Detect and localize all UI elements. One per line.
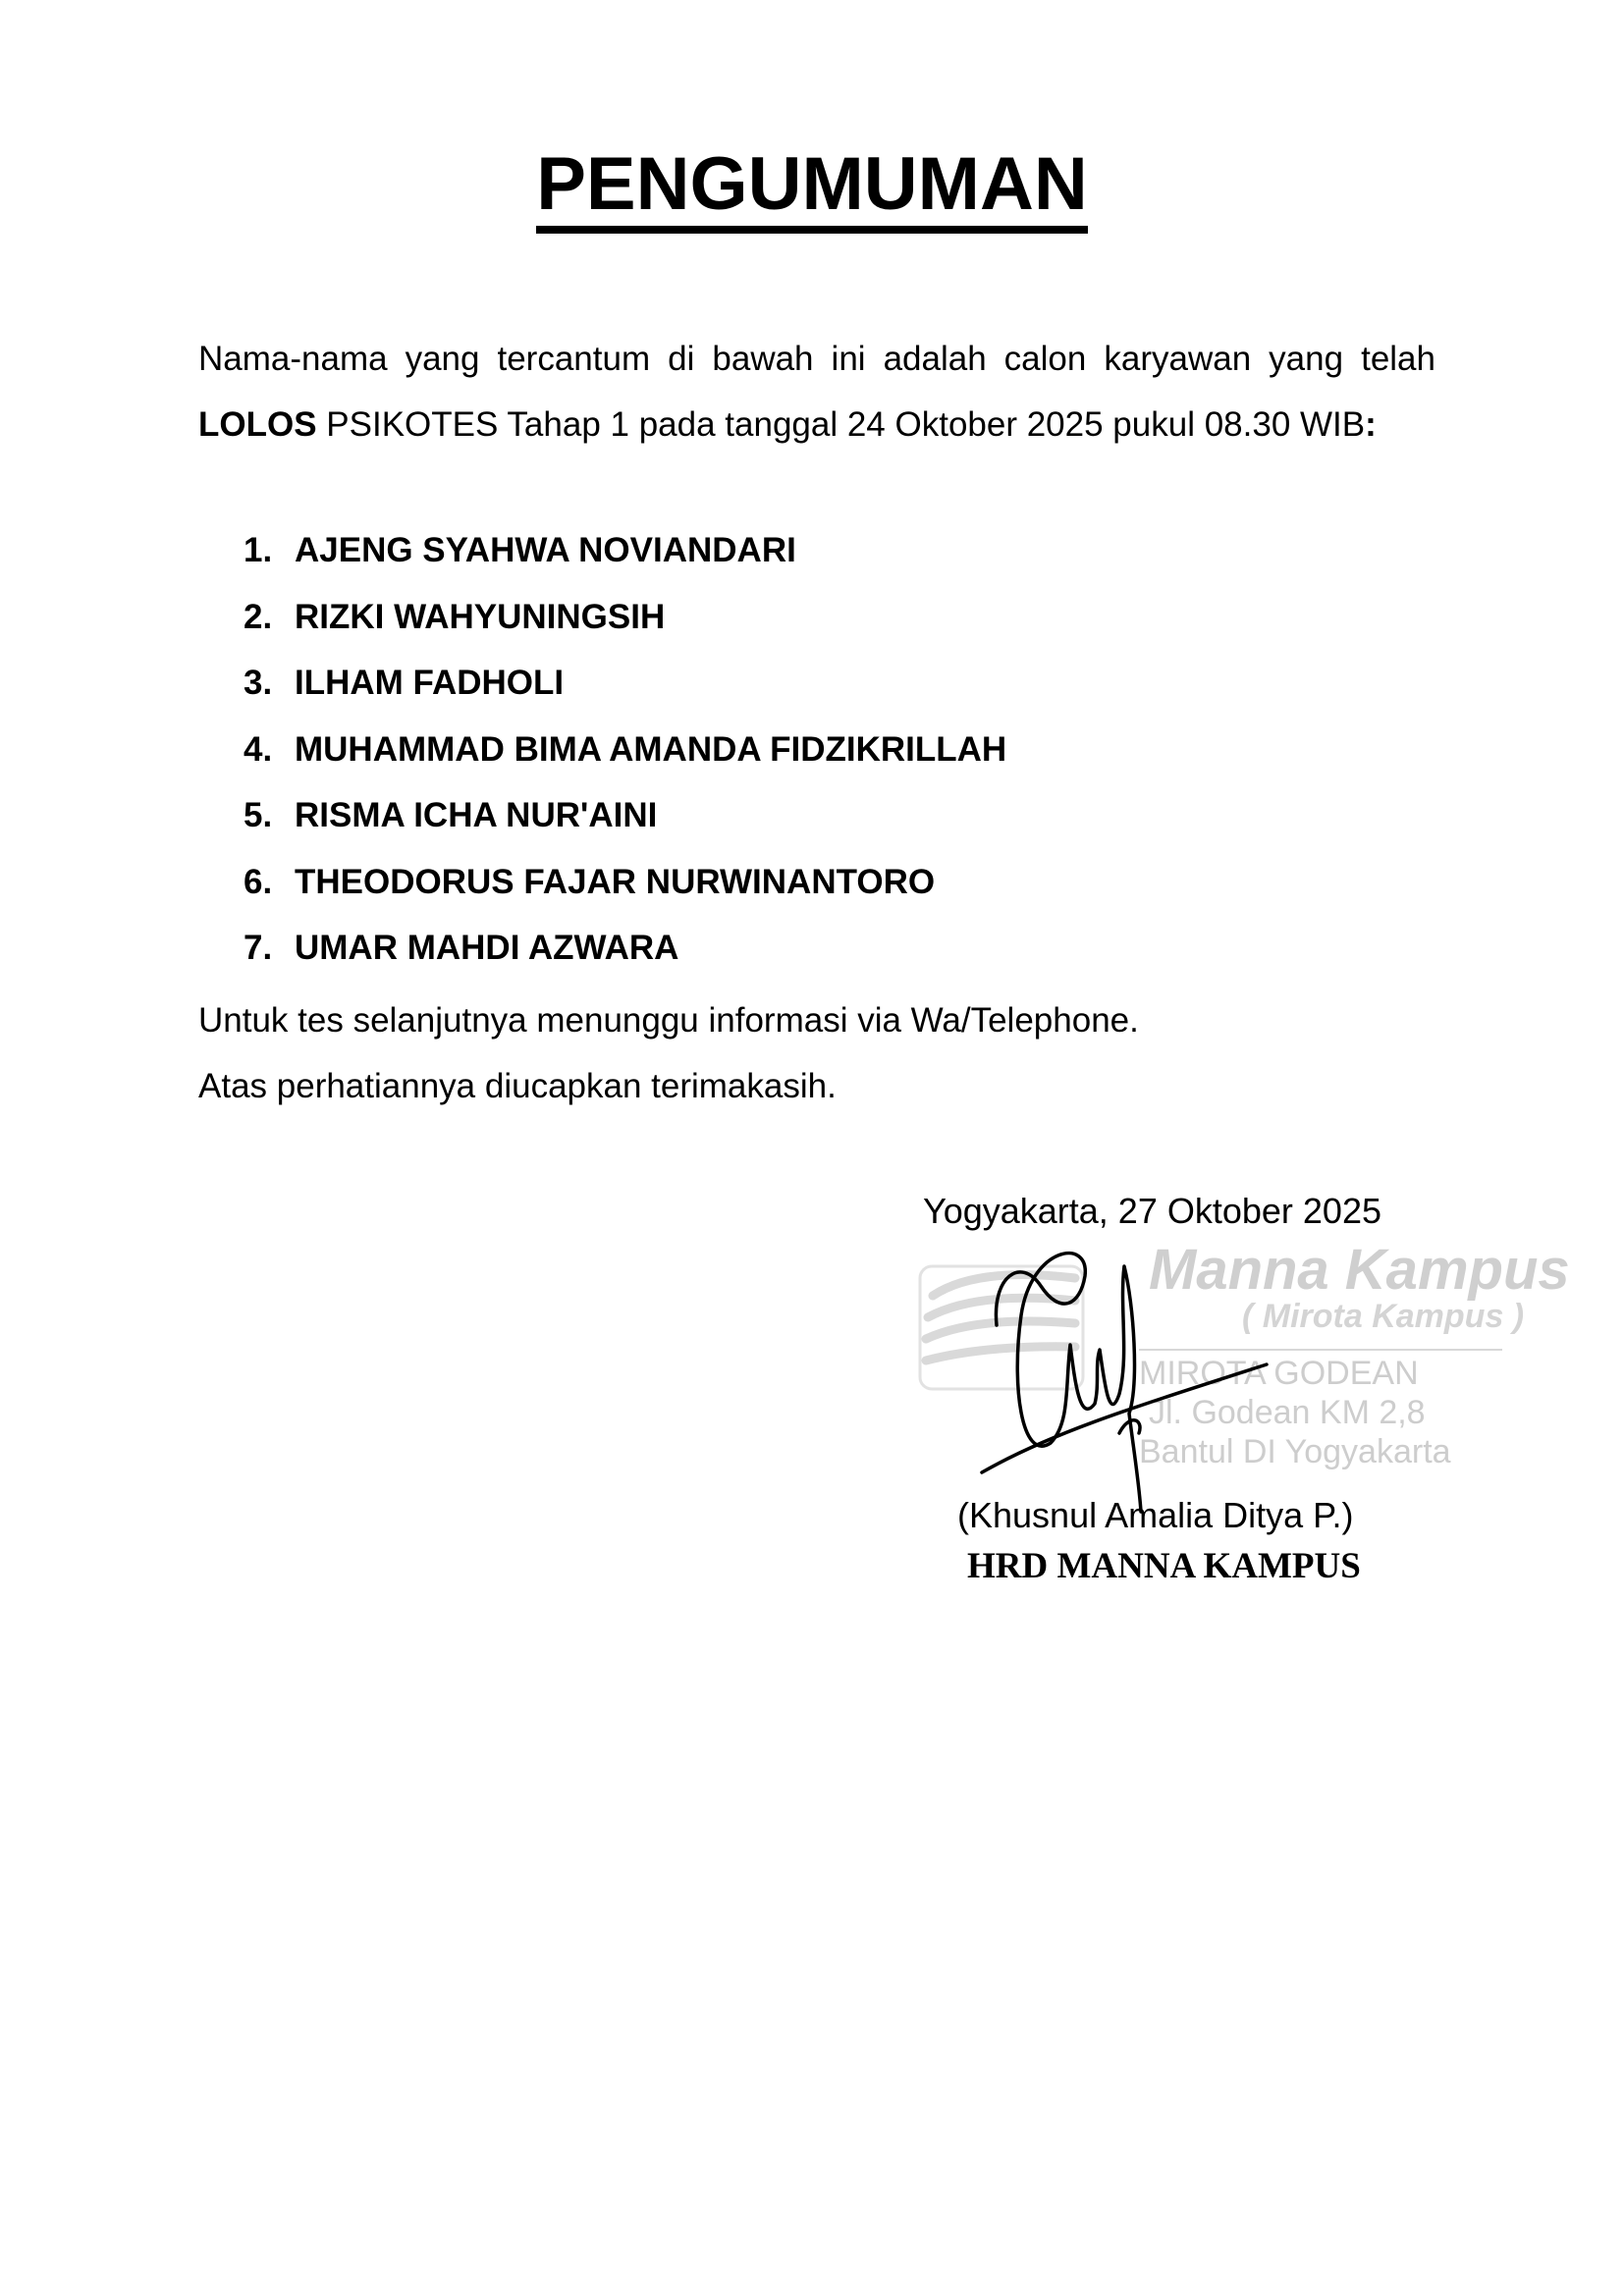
closing-line-thanks: Atas perhatiannya diucapkan terimakasih. bbox=[198, 1067, 837, 1105]
candidate-number: 7. bbox=[244, 929, 273, 967]
signer-position: HRD MANNA KAMPUS bbox=[967, 1546, 1361, 1586]
candidate-number: 2. bbox=[244, 597, 273, 636]
stamp-address-line1: Jl. Godean KM 2,8 bbox=[1149, 1394, 1426, 1431]
candidate-item bbox=[244, 788, 1006, 855]
intro-text-start: Nama-nama yang tercantum di bawah ini adalah calon karyawan yang telah bbox=[198, 340, 1435, 378]
candidate-name: UMAR MAHDI AZWARA bbox=[295, 929, 679, 967]
stamp-address-line2: Bantul DI Yogyakarta bbox=[1139, 1433, 1451, 1470]
stamp-brand: Manna Kampus bbox=[1149, 1238, 1570, 1302]
candidate-item bbox=[244, 590, 1006, 657]
candidate-item bbox=[244, 921, 1006, 988]
candidate-item bbox=[244, 722, 1006, 789]
handwritten-signature bbox=[972, 1237, 1326, 1531]
candidate-number: 3. bbox=[244, 664, 273, 702]
candidate-item bbox=[244, 855, 1006, 922]
closing-line-info: Untuk tes selanjutnya menunggu informasi via Wa/Telephone. bbox=[198, 1001, 1139, 1040]
candidate-item bbox=[244, 523, 1006, 590]
announcement-title bbox=[0, 142, 1624, 234]
candidate-name: THEODORUS FAJAR NURWINANTORO bbox=[295, 862, 936, 901]
candidate-name: AJENG SYAHWA NOVIANDARI bbox=[295, 531, 796, 569]
candidate-number: 5. bbox=[244, 796, 273, 834]
candidate-number: 1. bbox=[244, 531, 273, 569]
candidate-name: ILHAM FADHOLI bbox=[295, 664, 565, 702]
candidate-name: MUHAMMAD BIMA AMANDA FIDZIKRILLAH bbox=[295, 729, 1007, 769]
signer-name: (Khusnul Amalia Ditya P.) bbox=[957, 1495, 1354, 1535]
intro-text-end: PSIKOTES Tahap 1 pada tanggal 24 Oktober 2025 pukul 08.30 WIB bbox=[316, 405, 1366, 444]
candidate-list bbox=[244, 523, 1006, 988]
candidate-name: RIZKI WAHYUNINGSIH bbox=[295, 597, 666, 636]
title-text: PENGUMUMAN bbox=[536, 147, 1088, 234]
intro-bold-word: LOLOS bbox=[198, 405, 317, 444]
closing-paragraph bbox=[198, 988, 1139, 1119]
stamp-branch: MIROTA GODEAN bbox=[1139, 1355, 1419, 1392]
intro-paragraph bbox=[198, 326, 1435, 457]
candidate-name: RISMA ICHA NUR'AINI bbox=[295, 796, 658, 834]
place-date: Yogyakarta, 27 Oktober 2025 bbox=[923, 1191, 1381, 1231]
candidate-number: 6. bbox=[244, 862, 273, 901]
candidate-number: 4. bbox=[244, 729, 273, 769]
stamp-sub-brand: ( Mirota Kampus ) bbox=[1242, 1298, 1525, 1335]
candidate-item bbox=[244, 656, 1006, 722]
intro-colon: : bbox=[1365, 405, 1377, 444]
